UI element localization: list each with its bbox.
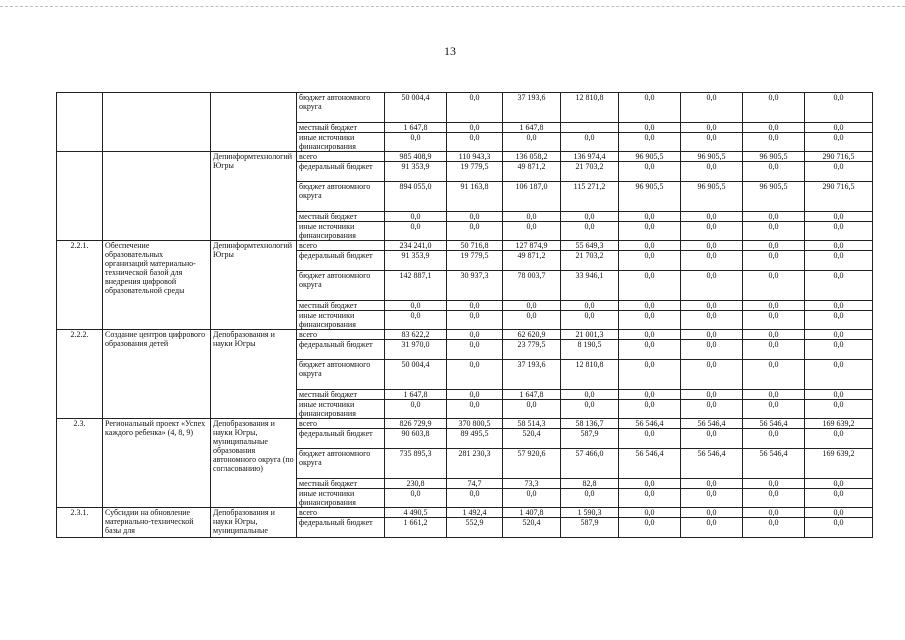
amount-cell: 8 190,5 — [561, 340, 619, 360]
amount-cell: 230,8 — [385, 479, 447, 489]
amount-cell: 56 546,4 — [619, 449, 681, 479]
amount-cell: 4 490,5 — [385, 508, 447, 518]
row-index — [57, 152, 103, 241]
amount-cell: 0,0 — [619, 489, 681, 508]
amount-cell: 0,0 — [619, 390, 681, 400]
amount-cell: 281 230,3 — [447, 449, 503, 479]
amount-cell: 0,0 — [561, 400, 619, 419]
page-number: 13 — [444, 44, 456, 58]
amount-cell: 74,7 — [447, 479, 503, 489]
row-executor: Депобразования и науки Югры — [211, 330, 297, 419]
amount-cell: 0,0 — [805, 508, 873, 518]
row-executor: Депобразования и науки Югры, муниципальные — [211, 508, 297, 538]
amount-cell: 0,0 — [681, 360, 743, 390]
amount-cell: 0,0 — [503, 400, 561, 419]
row-executor: Депинформтехнологий Югры — [211, 152, 297, 241]
amount-cell: 0,0 — [619, 222, 681, 241]
funding-source: иные источники финансирования — [297, 311, 385, 330]
amount-cell: 0,0 — [805, 162, 873, 182]
amount-cell: 0,0 — [503, 301, 561, 311]
amount-cell: 0,0 — [681, 222, 743, 241]
amount-cell: 1 647,8 — [385, 390, 447, 400]
amount-cell: 0,0 — [681, 311, 743, 330]
amount-cell: 0,0 — [805, 222, 873, 241]
funding-source: всего — [297, 330, 385, 340]
amount-cell: 0,0 — [743, 271, 805, 301]
amount-cell: 0,0 — [743, 251, 805, 271]
amount-cell: 0,0 — [681, 123, 743, 133]
amount-cell: 0,0 — [447, 123, 503, 133]
funding-source: иные источники финансирования — [297, 400, 385, 419]
amount-cell: 62 620,9 — [503, 330, 561, 340]
amount-cell: 1 647,8 — [503, 390, 561, 400]
amount-cell: 0,0 — [681, 479, 743, 489]
amount-cell: 21 703,2 — [561, 162, 619, 182]
amount-cell: 0,0 — [561, 133, 619, 152]
amount-cell: 96 905,5 — [681, 182, 743, 212]
amount-cell: 0,0 — [743, 212, 805, 222]
amount-cell: 142 887,1 — [385, 271, 447, 301]
funding-source: федеральный бюджет — [297, 340, 385, 360]
row-executor: Депинформтехнологий Югры — [211, 241, 297, 330]
funding-source: иные источники финансирования — [297, 489, 385, 508]
amount-cell: 0,0 — [503, 222, 561, 241]
amount-cell: 0,0 — [385, 301, 447, 311]
amount-cell: 56 546,4 — [681, 449, 743, 479]
amount-cell: 985 408,9 — [385, 152, 447, 162]
amount-cell: 83 622,2 — [385, 330, 447, 340]
funding-source: бюджет автономного округа — [297, 271, 385, 301]
amount-cell: 0,0 — [447, 360, 503, 390]
funding-source: местный бюджет — [297, 123, 385, 133]
row-index: 2.2.2. — [57, 330, 103, 419]
amount-cell: 37 193,6 — [503, 93, 561, 123]
amount-cell: 0,0 — [743, 123, 805, 133]
amount-cell: 56 546,4 — [743, 449, 805, 479]
amount-cell: 56 546,4 — [743, 419, 805, 429]
amount-cell: 0,0 — [805, 429, 873, 449]
amount-cell: 0,0 — [681, 489, 743, 508]
amount-cell: 0,0 — [385, 222, 447, 241]
row-index: 2.2.1. — [57, 241, 103, 330]
amount-cell: 0,0 — [743, 222, 805, 241]
amount-cell: 1 647,8 — [385, 123, 447, 133]
amount-cell: 0,0 — [447, 93, 503, 123]
amount-cell: 0,0 — [681, 518, 743, 538]
amount-cell: 0,0 — [619, 251, 681, 271]
row-index — [57, 93, 103, 152]
amount-cell: 0,0 — [385, 489, 447, 508]
amount-cell: 0,0 — [743, 133, 805, 152]
amount-cell: 826 729,9 — [385, 419, 447, 429]
amount-cell: 1 407,8 — [503, 508, 561, 518]
amount-cell: 0,0 — [619, 93, 681, 123]
amount-cell: 0,0 — [447, 301, 503, 311]
amount-cell: 1 661,2 — [385, 518, 447, 538]
amount-cell: 0,0 — [805, 330, 873, 340]
amount-cell: 96 905,5 — [681, 152, 743, 162]
amount-cell: 0,0 — [681, 162, 743, 182]
funding-source: бюджет автономного округа — [297, 360, 385, 390]
amount-cell: 0,0 — [681, 340, 743, 360]
funding-source: местный бюджет — [297, 212, 385, 222]
amount-cell: 520,4 — [503, 429, 561, 449]
table-row — [57, 330, 873, 340]
amount-cell: 82,8 — [561, 479, 619, 489]
row-executor — [211, 93, 297, 152]
amount-cell: 23 779,5 — [503, 340, 561, 360]
funding-source: местный бюджет — [297, 301, 385, 311]
amount-cell: 1 647,8 — [503, 123, 561, 133]
amount-cell: 58 136,7 — [561, 419, 619, 429]
amount-cell: 0,0 — [805, 360, 873, 390]
row-executor: Депобразования и науки Югры, муниципальные образования автономного округа (по согласованию) — [211, 419, 297, 508]
funding-source: всего — [297, 152, 385, 162]
amount-cell: 37 193,6 — [503, 360, 561, 390]
amount-cell: 106 187,0 — [503, 182, 561, 212]
amount-cell: 0,0 — [561, 489, 619, 508]
amount-cell: 0,0 — [805, 489, 873, 508]
amount-cell: 0,0 — [619, 311, 681, 330]
table-row — [57, 93, 873, 123]
amount-cell: 0,0 — [743, 489, 805, 508]
amount-cell: 0,0 — [805, 133, 873, 152]
amount-cell: 0,0 — [385, 400, 447, 419]
amount-cell: 50 716,8 — [447, 241, 503, 251]
amount-cell: 55 649,3 — [561, 241, 619, 251]
amount-cell: 96 905,5 — [743, 152, 805, 162]
amount-cell: 0,0 — [681, 241, 743, 251]
amount-cell: 0,0 — [743, 518, 805, 538]
funding-source: иные источники финансирования — [297, 133, 385, 152]
amount-cell: 0,0 — [447, 133, 503, 152]
amount-cell: 0,0 — [805, 212, 873, 222]
amount-cell: 49 871,2 — [503, 162, 561, 182]
amount-cell: 0,0 — [619, 212, 681, 222]
amount-cell: 0,0 — [681, 133, 743, 152]
amount-cell: 0,0 — [619, 271, 681, 301]
amount-cell: 0,0 — [619, 301, 681, 311]
amount-cell: 136 058,2 — [503, 152, 561, 162]
amount-cell: 0,0 — [619, 360, 681, 390]
amount-cell: 0,0 — [447, 340, 503, 360]
amount-cell: 56 546,4 — [619, 419, 681, 429]
amount-cell: 0,0 — [447, 330, 503, 340]
amount-cell: 0,0 — [447, 222, 503, 241]
amount-cell: 96 905,5 — [619, 152, 681, 162]
amount-cell: 0,0 — [447, 311, 503, 330]
amount-cell: 169 639,2 — [805, 419, 873, 429]
amount-cell: 370 800,5 — [447, 419, 503, 429]
funding-source: федеральный бюджет — [297, 429, 385, 449]
amount-cell: 91 353,9 — [385, 162, 447, 182]
amount-cell: 0,0 — [561, 301, 619, 311]
amount-cell: 91 353,9 — [385, 251, 447, 271]
funding-source: федеральный бюджет — [297, 518, 385, 538]
amount-cell: 0,0 — [681, 301, 743, 311]
amount-cell: 0,0 — [385, 133, 447, 152]
funding-source: всего — [297, 241, 385, 251]
amount-cell: 0,0 — [681, 93, 743, 123]
amount-cell: 0,0 — [619, 508, 681, 518]
amount-cell: 31 970,0 — [385, 340, 447, 360]
amount-cell: 0,0 — [743, 93, 805, 123]
amount-cell: 0,0 — [805, 390, 873, 400]
amount-cell: 1 492,4 — [447, 508, 503, 518]
amount-cell: 21 703,2 — [561, 251, 619, 271]
amount-cell: 0,0 — [805, 400, 873, 419]
row-title: Региональный проект «Успех каждого ребенка» (4, 8, 9) — [103, 419, 211, 508]
row-title: Создание центров цифрового образования детей — [103, 330, 211, 419]
amount-cell: 0,0 — [743, 340, 805, 360]
amount-cell: 0,0 — [619, 123, 681, 133]
amount-cell: 0,0 — [619, 518, 681, 538]
amount-cell: 0,0 — [743, 479, 805, 489]
amount-cell: 169 639,2 — [805, 449, 873, 479]
funding-source: всего — [297, 508, 385, 518]
table-row — [57, 508, 873, 518]
amount-cell: 894 055,0 — [385, 182, 447, 212]
amount-cell: 520,4 — [503, 518, 561, 538]
amount-cell: 0,0 — [805, 340, 873, 360]
amount-cell: 0,0 — [805, 479, 873, 489]
table-body — [57, 93, 873, 538]
amount-cell: 0,0 — [681, 271, 743, 301]
amount-cell: 0,0 — [561, 222, 619, 241]
amount-cell: 12 810,8 — [561, 93, 619, 123]
funding-source: иные источники финансирования — [297, 222, 385, 241]
amount-cell: 290 716,5 — [805, 182, 873, 212]
funding-source: федеральный бюджет — [297, 162, 385, 182]
amount-cell: 0,0 — [619, 479, 681, 489]
amount-cell: 0,0 — [619, 330, 681, 340]
amount-cell: 0,0 — [805, 241, 873, 251]
amount-cell: 0,0 — [743, 360, 805, 390]
amount-cell: 50 004,4 — [385, 93, 447, 123]
amount-cell: 0,0 — [503, 311, 561, 330]
amount-cell: 0,0 — [561, 212, 619, 222]
amount-cell: 0,0 — [447, 400, 503, 419]
amount-cell — [561, 123, 619, 133]
amount-cell: 0,0 — [805, 518, 873, 538]
amount-cell: 0,0 — [447, 489, 503, 508]
amount-cell: 0,0 — [561, 390, 619, 400]
amount-cell: 0,0 — [385, 311, 447, 330]
amount-cell: 96 905,5 — [619, 182, 681, 212]
amount-cell: 91 163,8 — [447, 182, 503, 212]
amount-cell: 0,0 — [805, 251, 873, 271]
amount-cell: 30 937,3 — [447, 271, 503, 301]
amount-cell: 0,0 — [681, 429, 743, 449]
amount-cell: 0,0 — [447, 212, 503, 222]
amount-cell: 0,0 — [503, 212, 561, 222]
amount-cell: 0,0 — [743, 311, 805, 330]
funding-source: местный бюджет — [297, 479, 385, 489]
amount-cell: 73,3 — [503, 479, 561, 489]
amount-cell: 0,0 — [447, 390, 503, 400]
amount-cell: 0,0 — [805, 123, 873, 133]
amount-cell: 0,0 — [561, 311, 619, 330]
amount-cell: 0,0 — [619, 133, 681, 152]
amount-cell: 0,0 — [619, 340, 681, 360]
amount-cell: 0,0 — [743, 390, 805, 400]
amount-cell: 33 946,1 — [561, 271, 619, 301]
amount-cell: 587,9 — [561, 518, 619, 538]
amount-cell: 0,0 — [503, 133, 561, 152]
amount-cell: 0,0 — [805, 301, 873, 311]
amount-cell: 96 905,5 — [743, 182, 805, 212]
amount-cell: 0,0 — [743, 400, 805, 419]
amount-cell: 552,9 — [447, 518, 503, 538]
amount-cell: 0,0 — [743, 301, 805, 311]
amount-cell: 12 810,8 — [561, 360, 619, 390]
amount-cell: 0,0 — [619, 162, 681, 182]
table-row — [57, 241, 873, 251]
amount-cell: 89 495,5 — [447, 429, 503, 449]
amount-cell: 127 874,9 — [503, 241, 561, 251]
amount-cell: 110 943,3 — [447, 152, 503, 162]
amount-cell: 0,0 — [619, 400, 681, 419]
amount-cell: 19 779,5 — [447, 251, 503, 271]
amount-cell: 56 546,4 — [681, 419, 743, 429]
amount-cell: 1 590,3 — [561, 508, 619, 518]
table-row — [57, 419, 873, 429]
amount-cell: 0,0 — [805, 93, 873, 123]
amount-cell: 0,0 — [743, 508, 805, 518]
amount-cell: 50 004,4 — [385, 360, 447, 390]
amount-cell: 0,0 — [681, 330, 743, 340]
amount-cell: 78 003,7 — [503, 271, 561, 301]
amount-cell: 0,0 — [743, 330, 805, 340]
row-index: 2.3. — [57, 419, 103, 508]
amount-cell: 290 716,5 — [805, 152, 873, 162]
amount-cell: 0,0 — [385, 212, 447, 222]
row-title — [103, 93, 211, 152]
funding-source: бюджет автономного округа — [297, 93, 385, 123]
amount-cell: 0,0 — [681, 400, 743, 419]
amount-cell: 0,0 — [619, 241, 681, 251]
amount-cell: 0,0 — [619, 429, 681, 449]
funding-source: местный бюджет — [297, 390, 385, 400]
amount-cell: 0,0 — [743, 241, 805, 251]
funding-source: всего — [297, 419, 385, 429]
amount-cell: 234 241,0 — [385, 241, 447, 251]
amount-cell: 0,0 — [681, 508, 743, 518]
amount-cell: 21 001,3 — [561, 330, 619, 340]
amount-cell: 58 514,3 — [503, 419, 561, 429]
amount-cell: 0,0 — [805, 311, 873, 330]
amount-cell: 90 603,8 — [385, 429, 447, 449]
funding-source: федеральный бюджет — [297, 251, 385, 271]
table-row — [57, 152, 873, 162]
amount-cell: 115 271,2 — [561, 182, 619, 212]
amount-cell: 0,0 — [743, 162, 805, 182]
amount-cell: 57 466,0 — [561, 449, 619, 479]
amount-cell: 0,0 — [743, 429, 805, 449]
amount-cell: 0,0 — [503, 489, 561, 508]
amount-cell: 57 920,6 — [503, 449, 561, 479]
amount-cell: 0,0 — [681, 251, 743, 271]
row-index: 2.3.1. — [57, 508, 103, 538]
row-title: Обеспечение образовательных организаций материально-технической базой для внедрения цифровой образовательной среды — [103, 241, 211, 330]
row-title: Субсидии на обновление материально-технической базы для — [103, 508, 211, 538]
funding-source: бюджет автономного округа — [297, 182, 385, 212]
amount-cell: 735 895,3 — [385, 449, 447, 479]
budget-table — [56, 92, 873, 538]
funding-source: бюджет автономного округа — [297, 449, 385, 479]
amount-cell: 0,0 — [681, 212, 743, 222]
amount-cell: 0,0 — [681, 390, 743, 400]
amount-cell: 19 779,5 — [447, 162, 503, 182]
amount-cell: 0,0 — [805, 271, 873, 301]
row-title — [103, 152, 211, 241]
amount-cell: 136 974,4 — [561, 152, 619, 162]
amount-cell: 49 871,2 — [503, 251, 561, 271]
amount-cell: 587,9 — [561, 429, 619, 449]
scan-edge-line — [0, 6, 905, 7]
